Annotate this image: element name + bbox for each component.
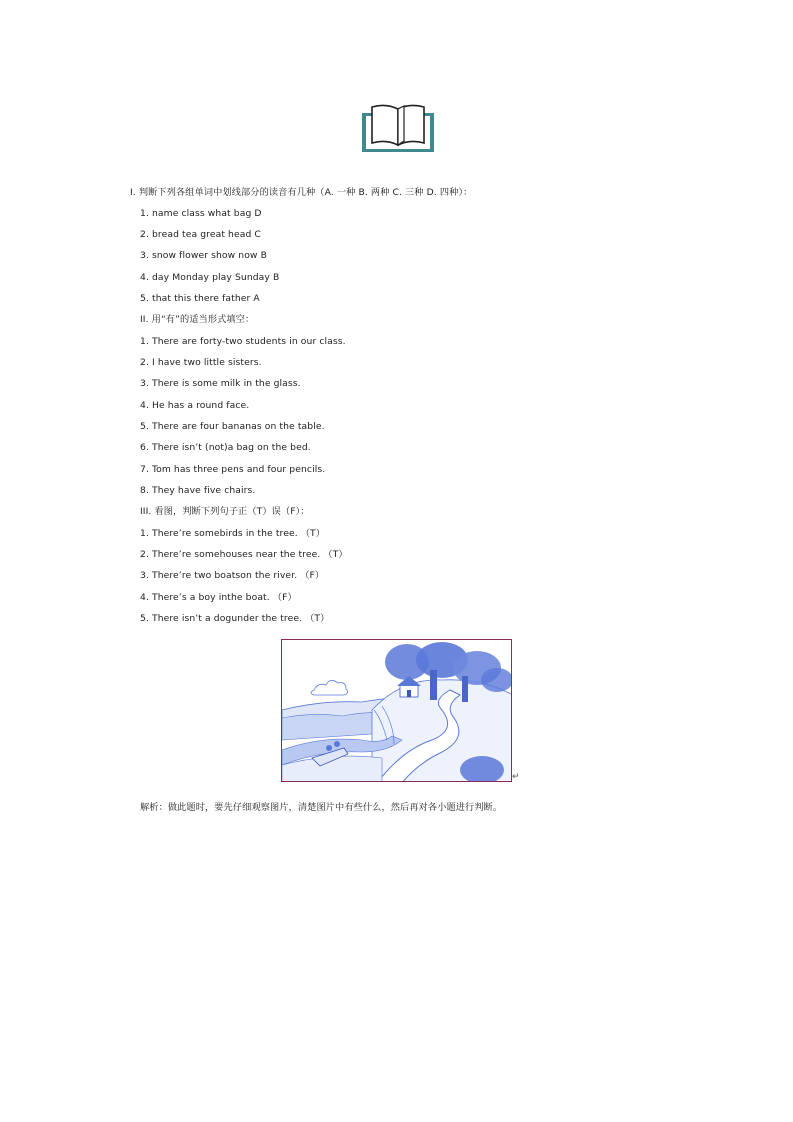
list-item: 8. They have five chairs. bbox=[140, 485, 256, 496]
list-item: 1. There’re somebirds in the tree. （T） bbox=[140, 528, 326, 539]
list-item: 5. that this there father A bbox=[140, 293, 260, 304]
list-item: 2. I have two little sisters. bbox=[140, 357, 262, 368]
analysis-text: 解析：做此题时，要先仔细观察图片，清楚图片中有些什么，然后再对各小题进行判断。 bbox=[140, 802, 503, 813]
list-item: 4. There’s a boy inthe boat. （F） bbox=[140, 592, 297, 603]
list-item: 3. There’re two boatson the river. （F） bbox=[140, 570, 325, 581]
open-book-icon bbox=[360, 101, 436, 155]
return-mark: ↵ bbox=[512, 772, 520, 782]
list-item: 2. There’re somehouses near the tree. （T） bbox=[140, 549, 348, 560]
list-item: 4. day Monday play Sunday B bbox=[140, 272, 280, 283]
list-item: 5. There isn’t a dogunder the tree. （T） bbox=[140, 613, 330, 624]
list-item: 3. snow flower show now B bbox=[140, 250, 267, 261]
section-1-heading: I. 判断下列各组单词中划线部分的读音有几种（A. 一种 B. 两种 C. 三种 D. 四种）： bbox=[130, 187, 473, 198]
list-item: 3. There is some milk in the glass. bbox=[140, 378, 301, 389]
list-item: 7. Tom has three pens and four pencils. bbox=[140, 464, 326, 475]
list-item: 1. There are forty-two students in our class. bbox=[140, 336, 346, 347]
section-3-heading: III. 看图，判断下列句子正（T）误（F）： bbox=[140, 506, 310, 517]
list-item: 2. bread tea great head C bbox=[140, 229, 261, 240]
list-item: 6. There isn’t (not)a bag on the bed. bbox=[140, 442, 311, 453]
list-item: 1. name class what bag D bbox=[140, 208, 262, 219]
landscape-drawing bbox=[282, 640, 512, 782]
list-item: 5. There are four bananas on the table. bbox=[140, 421, 325, 432]
list-item: 4. He has a round face. bbox=[140, 400, 250, 411]
landscape-illustration bbox=[281, 639, 512, 782]
section-2-heading: II. 用“有”的适当形式填空： bbox=[140, 314, 255, 325]
